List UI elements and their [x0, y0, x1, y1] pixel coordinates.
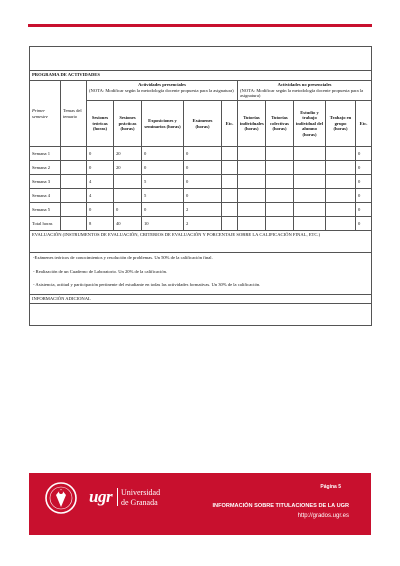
table-cell [266, 161, 294, 175]
table-cell: 0 [142, 203, 184, 217]
blank-top-row [30, 47, 372, 71]
table-cell: 20 [114, 147, 142, 161]
table-cell [238, 147, 266, 161]
table-cell [222, 147, 238, 161]
table-cell [266, 175, 294, 189]
table-cell [238, 175, 266, 189]
table-cell [266, 217, 294, 231]
table-cell [326, 175, 356, 189]
table-cell [266, 147, 294, 161]
table-cell: 4 [87, 175, 114, 189]
presenciales-note: (NOTA: Modificar según la metodología docente propuesta para la asignatura) [89, 87, 234, 93]
table-cell: 5 [142, 189, 184, 203]
row-label: Semana 4 [30, 189, 61, 203]
table-cell: 0 [184, 175, 222, 189]
row-label: Semana 3 [30, 175, 61, 189]
table-row [30, 161, 372, 175]
table-cell: 4 [87, 189, 114, 203]
table-row [30, 147, 372, 161]
table-cell: 0 [356, 217, 372, 231]
university-name-line2: de Granada [121, 498, 158, 507]
col-header: Sesiones prácticas (horas) [114, 101, 142, 147]
table-cell: 0 [356, 147, 372, 161]
row-label: Semana 1 [30, 147, 61, 161]
table-cell [294, 203, 326, 217]
table-cell [326, 217, 356, 231]
table-cell [222, 217, 238, 231]
table-cell [294, 189, 326, 203]
page-number: Página 5 [320, 484, 341, 490]
table-row [30, 203, 372, 217]
table-cell: 2 [184, 203, 222, 217]
section-title: PROGRAMA DE ACTIVIDADES [30, 71, 372, 81]
activities-table [29, 46, 372, 326]
table-cell: 0 [87, 147, 114, 161]
ugr-logo-text: ugr [89, 487, 113, 506]
additional-info-content [30, 303, 372, 325]
table-row [30, 175, 372, 189]
table-cell: 0 [87, 161, 114, 175]
footer-url: http://grados.ugr.es [297, 513, 349, 519]
topics-cell [61, 147, 87, 161]
col-header: Etc. [356, 101, 372, 147]
evaluation-item: - Realización de un Cuaderno de Laboratorio. Un 20% de la calificación. [33, 268, 168, 274]
table-cell: 5 [142, 175, 184, 189]
topics-cell [61, 203, 87, 217]
topics-cell [61, 189, 87, 203]
table-cell [294, 161, 326, 175]
row-label: Total horas [30, 217, 61, 231]
row-label: Semana 2 [30, 161, 61, 175]
col-header: Estudio y trabajo individual del alumno (horas) [294, 101, 326, 147]
table-cell [238, 203, 266, 217]
no-presenciales-title: Actividades no presenciales [277, 82, 332, 87]
table-cell: 0 [142, 161, 184, 175]
topics-cell [61, 161, 87, 175]
topics-cell [61, 217, 87, 231]
presenciales-header [87, 81, 238, 101]
presenciales-title: Actividades presenciales [138, 82, 186, 87]
table-cell: 0 [184, 147, 222, 161]
table-cell [238, 189, 266, 203]
table-cell [326, 161, 356, 175]
top-accent-bar [28, 24, 372, 27]
topics-cell [61, 175, 87, 189]
table-cell [222, 161, 238, 175]
university-name-line1: Universidad [121, 488, 161, 497]
evaluation-item: - Asistencia, actitud y participación pertinente del estudiante en todas las actividades formativas. Un 30% de la calificación. [33, 282, 261, 287]
table-cell: 0 [356, 161, 372, 175]
footer-info: INFORMACIÓN SOBRE TITULACIONES DE LA UGR [212, 503, 349, 509]
table-cell: 40 [114, 217, 142, 231]
university-seal-icon [44, 481, 78, 515]
table-cell: 0 [184, 161, 222, 175]
table-cell [238, 161, 266, 175]
table-cell [114, 189, 142, 203]
table-cell: 8 [87, 217, 114, 231]
table-cell [222, 189, 238, 203]
table-cell [222, 175, 238, 189]
table-cell [222, 203, 238, 217]
topics-header: Temas del temario [61, 81, 87, 147]
logo-divider [117, 488, 118, 506]
col-header: Tutorías colectivas (horas) [266, 101, 294, 147]
first-semester-header: Primer semestre [30, 81, 61, 147]
table-cell: 0 [356, 189, 372, 203]
table-cell: 20 [114, 161, 142, 175]
table-cell [294, 175, 326, 189]
table-cell [326, 189, 356, 203]
col-header: Sesiones teóricas (horas) [87, 101, 114, 147]
col-header: Exámenes (horas) [184, 101, 222, 147]
col-header: Trabajo en grupo (horas) [326, 101, 356, 147]
evaluation-title: EVALUACIÓN (INSTRUMENTOS DE EVALUACIÓN, CRITERIOS DE EVALUACIÓN Y PORCENTAJE SOBRE LA CALIFICACIÓN FINAL, ETC.) [30, 231, 372, 253]
table-cell [114, 175, 142, 189]
evaluation-content [30, 253, 372, 295]
table-cell [266, 203, 294, 217]
table-cell [294, 217, 326, 231]
table-body [30, 147, 372, 231]
table-cell [326, 203, 356, 217]
evaluation-item: -Exámenes teóricos de conocimientos y resolución de problemas. Un 50% de la calificación final. [33, 255, 213, 260]
table-cell: 0 [184, 189, 222, 203]
no-presenciales-header [238, 81, 372, 101]
table-cell: 0 [114, 203, 142, 217]
table-cell: 0 [87, 203, 114, 217]
table-cell: 0 [356, 203, 372, 217]
table-cell [266, 189, 294, 203]
col-header: Tutorías individuales (horas) [238, 101, 266, 147]
no-presenciales-note: (NOTA: Modificar según la metodología docente propuesta para la asignatura) [240, 87, 364, 98]
row-label: Semana 5 [30, 203, 61, 217]
footer-banner [29, 473, 371, 535]
table-cell [294, 147, 326, 161]
table-cell: 0 [142, 147, 184, 161]
table-cell [326, 147, 356, 161]
table-cell: 2 [184, 217, 222, 231]
col-header: Exposiciones y seminarios (horas) [142, 101, 184, 147]
table-row [30, 217, 372, 231]
table-row [30, 189, 372, 203]
table-cell: 10 [142, 217, 184, 231]
table-cell [238, 217, 266, 231]
additional-info-title: INFORMACIÓN ADICIONAL [30, 294, 372, 303]
table-cell: 0 [356, 175, 372, 189]
col-header: Etc. [222, 101, 238, 147]
